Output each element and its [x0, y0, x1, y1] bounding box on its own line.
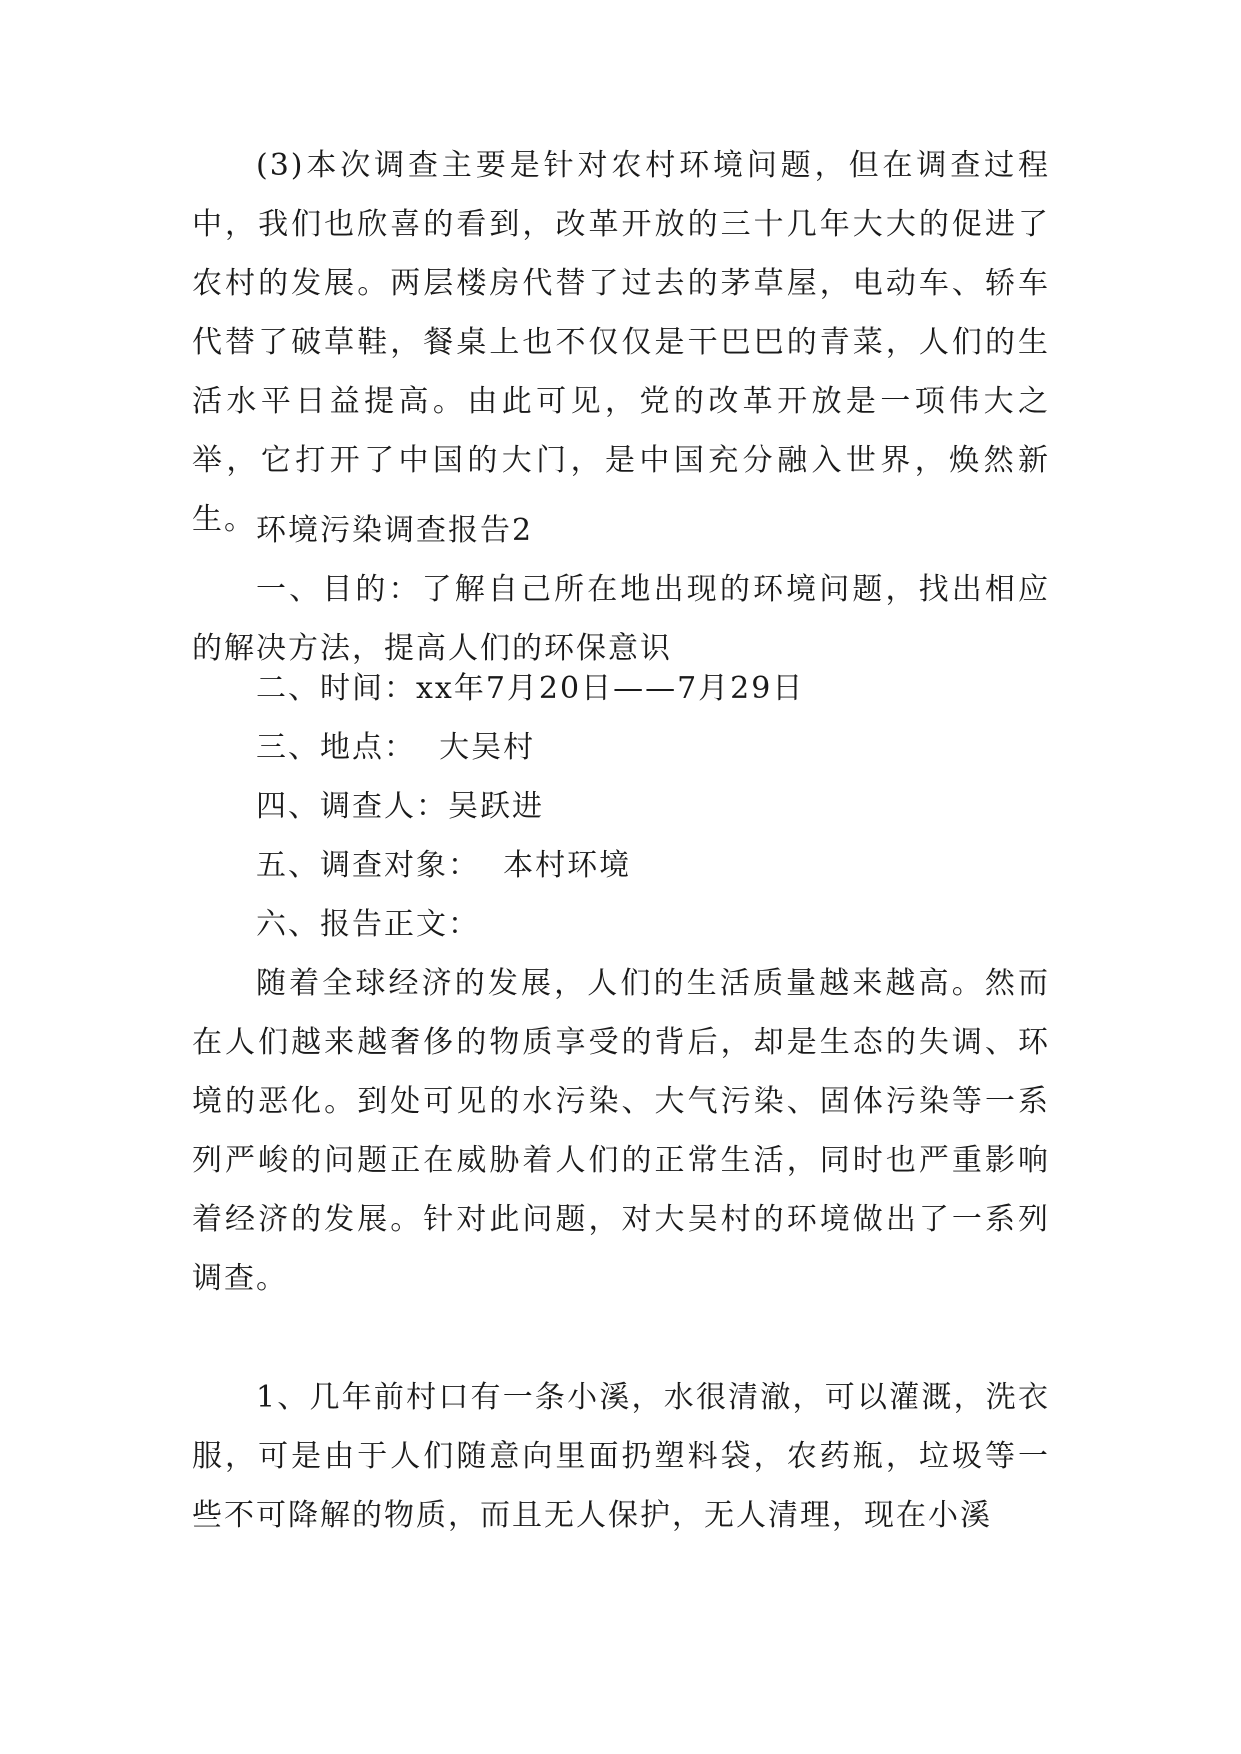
- intro-paragraph: (3)本次调查主要是针对农村环境问题，但在调查过程中，我们也欣喜的看到，改革开放的三十几年大大的促进了农村的发展。两层楼房代替了过去的茅草屋，电动车、轿车代替了破草鞋，餐桌上也不仅仅是干巴巴的青菜，人们的生活水平日益提高。由此可见，党的改革开放是一项伟大之举，它打开了中国的大门，是中国充分融入世界，焕然新生。: [192, 148, 1050, 537]
- body-paragraph-2: 1、几年前村口有一条小溪，水很清澈，可以灌溉，洗衣服，可是由于人们随意向里面扔塑料袋，农药瓶，垃圾等一些不可降解的物质，而且无人保护，无人清理，现在小溪: [192, 1380, 1050, 1533]
- time-line: 二、时间：xx年7月20日——7月29日: [256, 671, 805, 706]
- purpose-paragraph: 一、目的：了解自己所在地出现的环境问题，找出相应的解决方法，提高人们的环保意识: [192, 572, 1050, 666]
- body-heading: 六、报告正文：: [256, 907, 480, 942]
- subject-line: 五、调查对象： 本村环境: [256, 848, 632, 883]
- place-line: 三、地点： 大吴村: [256, 730, 536, 765]
- body-paragraph-1: 随着全球经济的发展，人们的生活质量越来越高。然而在人们越来越奢侈的物质享受的背后，却是生态的失调、环境的恶化。到处可见的水污染、大气污染、固体污染等一系列严峻的问题正在威胁着人们的正常生活，同时也严重影响着经济的发展。针对此问题，对大吴村的环境做出了一系列调查。: [192, 966, 1050, 1296]
- report-title: 环境污染调查报告2: [256, 513, 534, 548]
- investigator-line: 四、调查人：吴跃进: [256, 789, 544, 824]
